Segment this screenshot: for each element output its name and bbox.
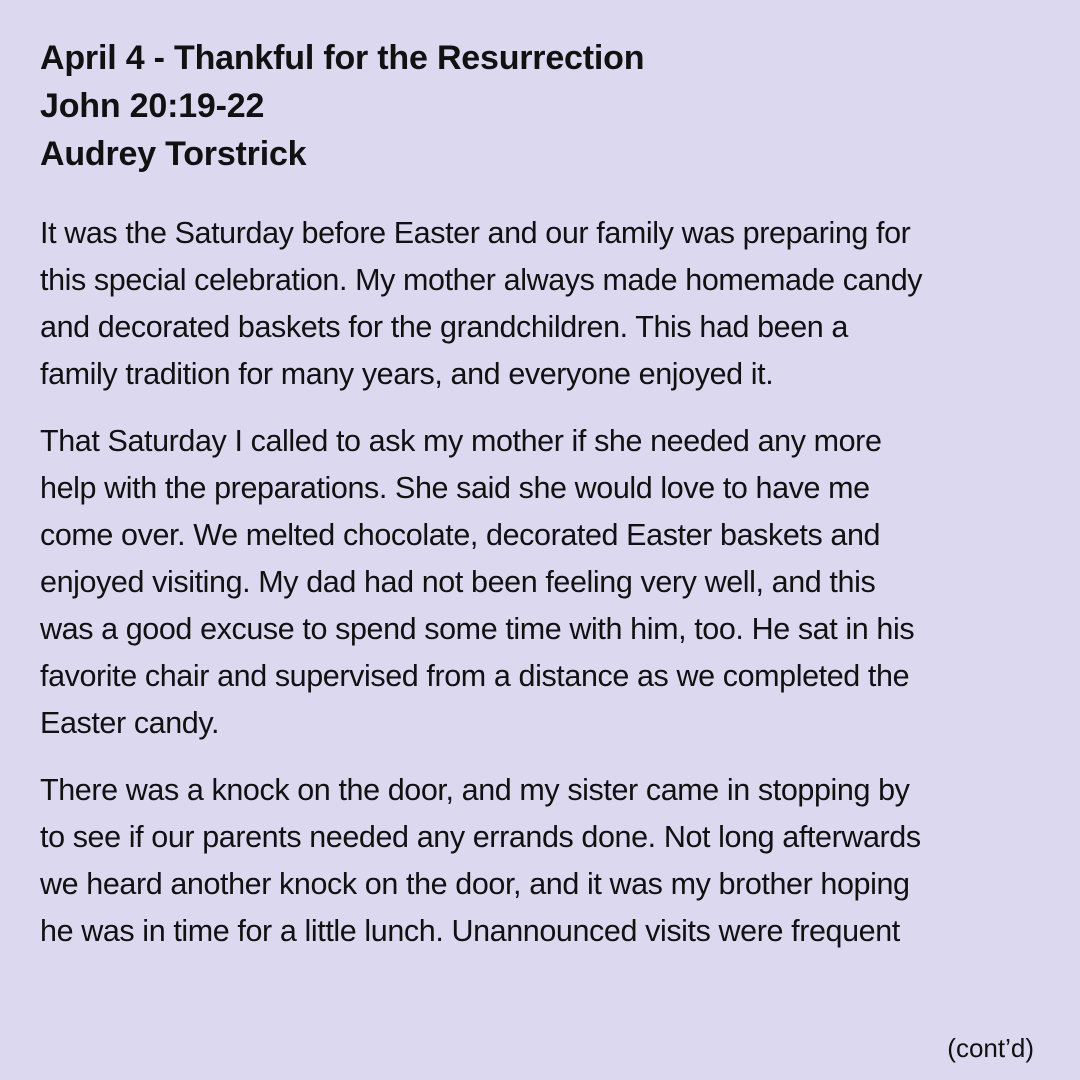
paragraph-1 [40,210,1045,398]
paragraph-line: this special celebration. My mother always made homemade candy [40,263,923,297]
paragraph-line: he was in time for a little lunch. Unannounced visits were frequent [40,914,900,948]
paragraph-2 [40,418,1045,747]
continued-marker: (cont’d) [947,1033,1034,1063]
paragraph-line: That Saturday I called to ask my mother if she needed any more [40,424,882,458]
devotional-title: April 4 - Thankful for the Resurrection [40,39,645,77]
paragraph-line: to see if our parents needed any errands done. Not long afterwards [40,820,921,854]
author-name: Audrey Torstrick [40,135,307,173]
paragraph-line: help with the preparations. She said she would love to have me [40,471,870,505]
paragraph-3 [40,767,1045,955]
devotional-header [40,34,1045,178]
paragraph-line: It was the Saturday before Easter and our family was preparing for [40,216,911,250]
paragraph-line: was a good excuse to spend some time with him, too. He sat in his [40,612,915,646]
paragraph-line: family tradition for many years, and everyone enjoyed it. [40,357,774,391]
paragraph-line: favorite chair and supervised from a distance as we completed the [40,659,910,693]
scripture-reference: John 20:19-22 [40,87,265,125]
paragraph-line: and decorated baskets for the grandchildren. This had been a [40,310,848,344]
paragraph-line: Easter candy. [40,706,220,740]
devotional-page [40,34,1045,975]
paragraph-line: enjoyed visiting. My dad had not been feeling very well, and this [40,565,876,599]
paragraph-line: come over. We melted chocolate, decorated Easter baskets and [40,518,881,552]
paragraph-line: we heard another knock on the door, and it was my brother hoping [40,867,910,901]
paragraph-line: There was a knock on the door, and my sister came in stopping by [40,773,910,807]
